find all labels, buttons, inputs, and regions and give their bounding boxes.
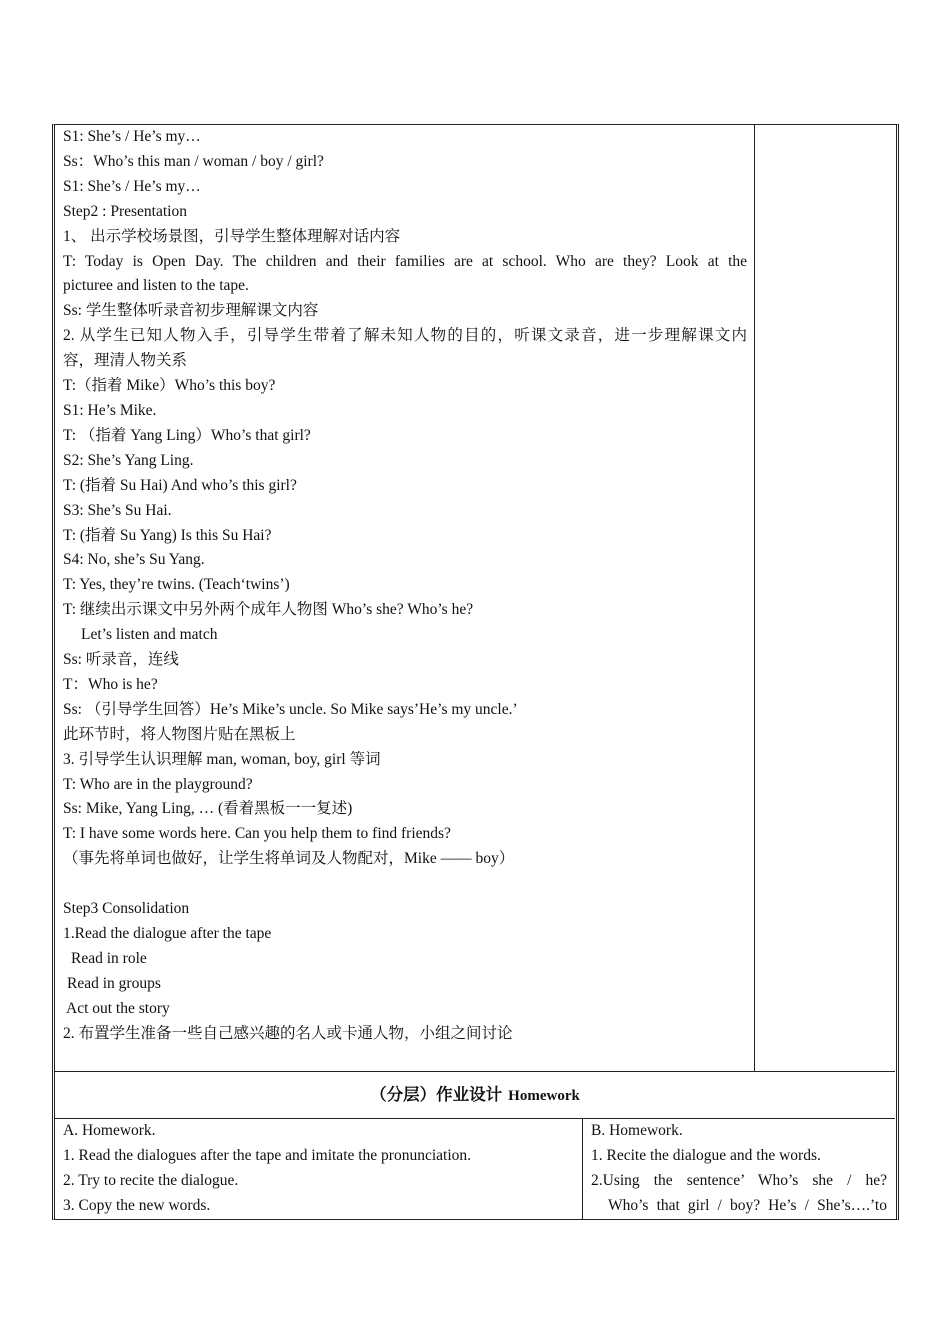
- lesson-line: Ss：Who’s this man / woman / boy / girl?: [63, 152, 324, 170]
- lesson-line: Read in groups: [67, 974, 161, 992]
- homework-a-line: 3. Copy the new words.: [63, 1196, 211, 1214]
- lesson-line: T: 继续出示课文中另外两个成年人物图 Who’s she? Who’s he?: [63, 601, 474, 619]
- lesson-line: S1: He’s Mike.: [63, 401, 157, 419]
- homework-b-line: 2.Using the sentence’ Who’s she / he?: [591, 1171, 887, 1189]
- lesson-line: S1: She’s / He’s my…: [63, 128, 201, 145]
- lesson-line: T: Yes, they’re twins. (Teach‘twins’): [63, 576, 290, 594]
- homework-b-line: Who’s that girl / boy? He’s / She’s….’to: [608, 1196, 887, 1214]
- lesson-line: Ss: （引导学生回答）He’s Mike’s uncle. So Mike says’He’s my uncle.’: [63, 700, 518, 718]
- lesson-line: T:（指着 Mike）Who’s this boy?: [63, 377, 276, 395]
- blank-line: [63, 872, 747, 897]
- homework-a-line: A. Homework.: [63, 1122, 156, 1139]
- homework-b-line: B. Homework.: [591, 1122, 683, 1139]
- lesson-line: Let’s listen and match: [81, 626, 218, 644]
- homework-column-b: [591, 1119, 887, 1219]
- lesson-line: 3. 引导学生认识理解 man, woman, boy, girl 等词: [63, 750, 381, 768]
- lesson-line: T: (指着 Su Yang) Is this Su Hai?: [63, 526, 272, 544]
- lesson-line: T: （指着 Yang Ling）Who’s that girl?: [63, 426, 311, 444]
- lesson-line: Ss: 听录音，连线: [63, 651, 179, 669]
- lesson-line: T：Who is he?: [63, 675, 158, 693]
- lesson-line: 2. 布置学生准备一些自己感兴趣的名人或卡通人物，小组之间讨论: [63, 1024, 513, 1042]
- homework-heading: [56, 1072, 894, 1118]
- lesson-line: T: Who are in the playground?: [63, 775, 253, 793]
- lesson-line: Act out the story: [66, 999, 170, 1017]
- lesson-line: Ss: Mike, Yang Ling, … (看着黑板一一复述): [63, 800, 353, 818]
- lesson-line: picturee and listen to the tape.: [63, 277, 249, 295]
- homework-column-a: [63, 1119, 575, 1219]
- lesson-line: Ss: 学生整体听录音初步理解课文内容: [63, 302, 319, 320]
- lesson-line: T: Today is Open Day. The children and their families are at school. Who are they? Look at the: [63, 252, 747, 270]
- lesson-content: [63, 125, 747, 1047]
- homework-title-cn: （分层）作业设计: [370, 1085, 503, 1104]
- lesson-line: S4: No, she’s Su Yang.: [63, 551, 205, 569]
- lesson-line: Read in role: [71, 949, 147, 967]
- lesson-line: 此环节时，将人物图片贴在黑板上: [63, 725, 296, 743]
- homework-title-en: Homework: [508, 1088, 580, 1104]
- lesson-line: 容，理清人物关系: [63, 352, 188, 370]
- homework-a-line: 2. Try to recite the dialogue.: [63, 1171, 239, 1189]
- lesson-line: S3: She’s Su Hai.: [63, 501, 172, 519]
- homework-a-line: 1. Read the dialogues after the tape and imitate the pronunciation.: [63, 1146, 472, 1164]
- lesson-line: 1、 出示学校场景图，引导学生整体理解对话内容: [63, 227, 401, 245]
- homework-column-divider: [582, 1118, 583, 1220]
- section-heading: Step2 : Presentation: [63, 202, 187, 220]
- section-heading: Step3 Consolidation: [63, 900, 190, 918]
- lesson-line: 1.Read the dialogue after the tape: [63, 924, 272, 942]
- lesson-line: T: I have some words here. Can you help them to find friends?: [63, 825, 451, 843]
- lesson-line: （事先将单词也做好，让学生将单词及人物配对，Mike —— boy）: [63, 850, 515, 868]
- homework-b-line: 1. Recite the dialogue and the words.: [591, 1146, 821, 1164]
- lesson-line: S1: She’s / He’s my…: [63, 177, 201, 195]
- lesson-line: S2: She’s Yang Ling.: [63, 451, 194, 469]
- notes-column-divider: [754, 125, 755, 1072]
- lesson-line: T: (指着 Su Hai) And who’s this girl?: [63, 476, 297, 494]
- lesson-line: 2. 从学生已知人物入手，引导学生带着了解未知人物的目的，听课文录音，进一步理解课文内: [63, 327, 747, 345]
